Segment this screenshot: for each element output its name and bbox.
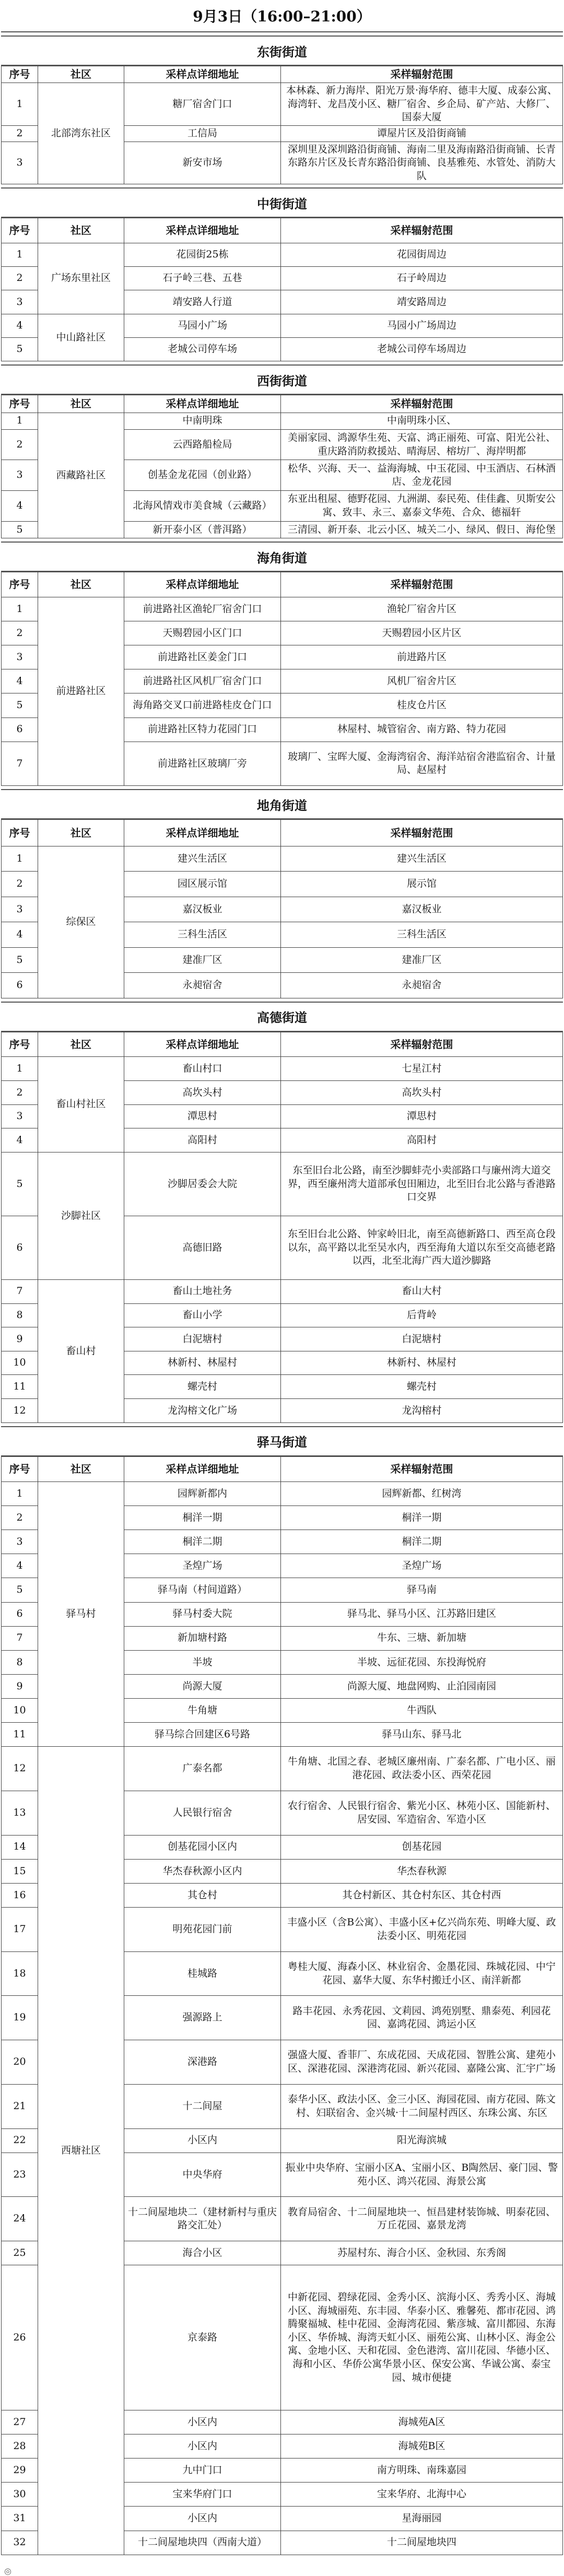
address-cell: 深港路 xyxy=(124,2040,281,2085)
section-title: 驿马街道 xyxy=(1,1426,563,1456)
header-community: 社区 xyxy=(38,572,124,597)
row-number: 11 xyxy=(2,1723,38,1747)
address-cell: 牛角塘 xyxy=(124,1699,281,1723)
header-no: 序号 xyxy=(2,1032,38,1057)
range-cell: 建兴生活区 xyxy=(281,846,563,871)
address-cell: 林新村、林屋村 xyxy=(124,1351,281,1375)
address-cell: 嘉汉板业 xyxy=(124,897,281,922)
community-cell: 北部湾东社区 xyxy=(38,83,124,184)
range-cell: 教育局宿舍、十二间屋地块一、恒昌建材装饰城、明泰花园、万丘花园、嘉景龙湾 xyxy=(281,2197,563,2241)
table-row xyxy=(2,314,563,337)
table-header-row xyxy=(2,395,563,413)
range-cell: 中南明珠小区、 xyxy=(281,413,563,429)
range-cell: 螺壳村 xyxy=(281,1375,563,1399)
range-cell: 驿马北、驿马小区、江苏路旧建区 xyxy=(281,1602,563,1626)
row-number: 20 xyxy=(2,2040,38,2085)
sampling-table xyxy=(1,1456,563,2555)
row-number: 4 xyxy=(2,1554,38,1578)
header-community: 社区 xyxy=(38,1456,124,1481)
address-cell: 潭思村 xyxy=(124,1104,281,1128)
address-cell: 工信局 xyxy=(124,125,281,142)
address-cell: 前进路社区风机厂宿舍门口 xyxy=(124,669,281,693)
row-number: 25 xyxy=(2,2241,38,2265)
header-no: 序号 xyxy=(2,572,38,597)
address-cell: 高阳村 xyxy=(124,1128,281,1152)
row-number: 2 xyxy=(2,429,38,460)
address-cell: 老城公司停车场 xyxy=(124,337,281,361)
range-cell: 谭屋片区及沿街商铺 xyxy=(281,125,563,142)
community-cell: 畜山村 xyxy=(38,1279,124,1422)
address-cell: 畜山小学 xyxy=(124,1303,281,1327)
footer xyxy=(1,2555,563,2576)
range-cell: 渔轮厂宿舍片区 xyxy=(281,597,563,621)
row-number: 4 xyxy=(2,491,38,522)
header-address: 采样点详细地址 xyxy=(124,1032,281,1057)
row-number: 6 xyxy=(2,1602,38,1626)
section xyxy=(1,184,563,361)
row-number: 10 xyxy=(2,1699,38,1723)
address-cell: 海合小区 xyxy=(124,2241,281,2265)
row-number: 5 xyxy=(2,947,38,972)
row-number: 29 xyxy=(2,2459,38,2483)
section xyxy=(1,32,563,184)
community-cell: 驿马村 xyxy=(38,1482,124,1747)
table-header-row xyxy=(2,218,563,243)
range-cell: 驿马山东、驿马北 xyxy=(281,1723,563,1747)
sections-container xyxy=(1,32,563,2555)
row-number: 3 xyxy=(2,1530,38,1554)
address-cell: 小区内 xyxy=(124,2128,281,2152)
address-cell: 畜山土地社务 xyxy=(124,1279,281,1303)
range-cell: 粤桂大厦、海森小区、林业宿舍、金墨花园、珠城花园、中宁花园、嘉华大厦、东华村搬迁小区、南洋新都 xyxy=(281,1951,563,1996)
range-cell: 丰盛小区（含B公寓）、丰盛小区+亿兴尚东苑、明峰大厦、政法委小区、明苑花园 xyxy=(281,1908,563,1952)
row-number: 3 xyxy=(2,1104,38,1128)
header-no: 序号 xyxy=(2,820,38,846)
row-number: 4 xyxy=(2,669,38,693)
header-no: 序号 xyxy=(2,218,38,243)
address-cell: 驿马村委大院 xyxy=(124,1602,281,1626)
sampling-table xyxy=(1,1032,563,1423)
range-cell: 建准厂区 xyxy=(281,947,563,972)
address-cell: 小区内 xyxy=(124,2507,281,2531)
address-cell: 糖厂宿舍门口 xyxy=(124,83,281,126)
range-cell: 驿马南 xyxy=(281,1578,563,1602)
address-cell: 桐洋一期 xyxy=(124,1506,281,1530)
row-number: 13 xyxy=(2,1791,38,1835)
row-number: 6 xyxy=(2,717,38,742)
address-cell: 北海风情戏市美食城（云藏路） xyxy=(124,491,281,522)
range-cell: 龙沟榕村 xyxy=(281,1399,563,1423)
range-cell: 嘉汉板业 xyxy=(281,897,563,922)
range-cell: 七星江村 xyxy=(281,1057,563,1081)
row-number: 28 xyxy=(2,2434,38,2459)
page-title: 9月3日（16:00–21:00） xyxy=(1,0,563,32)
range-cell: 牛东、三塘、新加塘 xyxy=(281,1626,563,1650)
table-row xyxy=(2,83,563,126)
header-no: 序号 xyxy=(2,395,38,413)
row-number: 6 xyxy=(2,1216,38,1279)
range-cell: 美丽家园、鸿源华生苑、天富、鸿正丽苑、可富、阳光公社、重庆路消防救援站、晴海居、榕坊厂、海岸明都 xyxy=(281,429,563,460)
range-cell: 圣煌广场 xyxy=(281,1554,563,1578)
range-cell: 南方明珠、南珠嘉园 xyxy=(281,2459,563,2483)
address-cell: 广泰名都 xyxy=(124,1747,281,1791)
range-cell: 风机厂宿舍片区 xyxy=(281,669,563,693)
address-cell: 创基金龙花园（创业路） xyxy=(124,460,281,491)
range-cell: 东亚出租屋、德野花园、九洲湖、泰民苑、佳佳鑫、贝斯安公寓、致丰、永三、嘉泰文华苑、合众、德福轩 xyxy=(281,491,563,522)
row-number: 6 xyxy=(2,973,38,998)
range-cell: 半坡、远征花园、东投海悦府 xyxy=(281,1650,563,1674)
address-cell: 驿马综合回建区6号路 xyxy=(124,1723,281,1747)
header-community: 社区 xyxy=(38,1032,124,1057)
range-cell: 苏屋村东、海合小区、金秋园、东秀阁 xyxy=(281,2241,563,2265)
address-cell: 强源路上 xyxy=(124,1996,281,2040)
header-address: 采样点详细地址 xyxy=(124,218,281,243)
row-number: 4 xyxy=(2,922,38,947)
range-cell: 振业中央华府、宝丽小区A、宝丽小区、B陶然居、豪门园、警苑小区、鸿兴花园、海景公寓 xyxy=(281,2152,563,2197)
header-range: 采样辐射范围 xyxy=(281,66,563,83)
row-number: 14 xyxy=(2,1835,38,1859)
address-cell: 云西路船检局 xyxy=(124,429,281,460)
range-cell: 高坎头村 xyxy=(281,1081,563,1105)
row-number: 4 xyxy=(2,1128,38,1152)
range-cell: 宝来华府、北海中心 xyxy=(281,2483,563,2507)
header-community: 社区 xyxy=(38,395,124,413)
row-number: 1 xyxy=(2,846,38,871)
table-row xyxy=(2,413,563,429)
address-cell: 马园小广场 xyxy=(124,314,281,337)
address-cell: 畜山村口 xyxy=(124,1057,281,1081)
address-cell: 宝来华府门口 xyxy=(124,2483,281,2507)
row-number: 5 xyxy=(2,521,38,538)
sampling-table xyxy=(1,572,563,786)
row-number: 5 xyxy=(2,337,38,361)
header-range: 采样辐射范围 xyxy=(281,1032,563,1057)
header-range: 采样辐射范围 xyxy=(281,572,563,597)
section xyxy=(1,538,563,786)
row-number: 26 xyxy=(2,2265,38,2410)
range-cell: 牛西队 xyxy=(281,1699,563,1723)
address-cell: 龙沟榕文化广场 xyxy=(124,1399,281,1423)
header-community: 社区 xyxy=(38,820,124,846)
address-cell: 螺壳村 xyxy=(124,1375,281,1399)
range-cell: 桐洋二期 xyxy=(281,1530,563,1554)
row-number: 31 xyxy=(2,2507,38,2531)
header-range: 采样辐射范围 xyxy=(281,395,563,413)
row-number: 3 xyxy=(2,645,38,669)
address-cell: 尚源大厦 xyxy=(124,1674,281,1698)
section-title: 地角街道 xyxy=(1,789,563,819)
row-number: 15 xyxy=(2,1859,38,1883)
row-number: 16 xyxy=(2,1883,38,1907)
address-cell: 圣煌广场 xyxy=(124,1554,281,1578)
sampling-table xyxy=(1,218,563,361)
community-cell: 畜山村社区 xyxy=(38,1057,124,1152)
range-cell: 农行宿舍、人民银行宿舍、紫光小区、林苑小区、国能新村、居安园、军造宿舍、军造小区 xyxy=(281,1791,563,1835)
community-cell: 综保区 xyxy=(38,846,124,998)
address-cell: 驿马南（村间道路） xyxy=(124,1578,281,1602)
address-cell: 园区展示馆 xyxy=(124,872,281,897)
range-cell: 创基花园 xyxy=(281,1835,563,1859)
address-cell: 沙脚居委会大院 xyxy=(124,1152,281,1216)
address-cell: 高坎头村 xyxy=(124,1081,281,1105)
address-cell: 白泥塘村 xyxy=(124,1327,281,1351)
range-cell: 阳光海滨城 xyxy=(281,2128,563,2152)
address-cell: 桐洋二期 xyxy=(124,1530,281,1554)
table-header-row xyxy=(2,1032,563,1057)
range-cell: 畜山大村 xyxy=(281,1279,563,1303)
address-cell: 高德旧路 xyxy=(124,1216,281,1279)
range-cell: 本林森、新力海岸、阳光万景·海华府、德丰大厦、成泰公寓、海湾轩、龙昌茂小区、糖厂宿舍、乡企局、矿产站、大修厂、国泰大厦 xyxy=(281,83,563,126)
range-cell: 桐洋一期 xyxy=(281,1506,563,1530)
address-cell: 创基花园小区内 xyxy=(124,1835,281,1859)
address-cell: 三科生活区 xyxy=(124,922,281,947)
row-number: 1 xyxy=(2,1057,38,1081)
row-number: 23 xyxy=(2,2152,38,2197)
address-cell: 前进路社区特力花园门口 xyxy=(124,717,281,742)
address-cell: 十二间屋 xyxy=(124,2084,281,2128)
table-row xyxy=(2,1482,563,1506)
address-cell: 新安市场 xyxy=(124,142,281,184)
header-address: 采样点详细地址 xyxy=(124,395,281,413)
row-number: 7 xyxy=(2,1626,38,1650)
range-cell: 靖安路周边 xyxy=(281,290,563,314)
range-cell: 星海丽园 xyxy=(281,2507,563,2531)
address-cell: 京泰路 xyxy=(124,2265,281,2410)
row-number: 12 xyxy=(2,1747,38,1791)
sampling-table xyxy=(1,395,563,538)
community-cell: 中山路社区 xyxy=(38,314,124,361)
range-cell: 林新村、林屋村 xyxy=(281,1351,563,1375)
range-cell: 其仓村新区、其仓村东区、其仓村西 xyxy=(281,1883,563,1907)
range-cell: 泰华小区、政法小区、金三小区、海园花园、南方花园、陈文村、妇联宿舍、金兴城·十二间屋村西区、东珠公寓、东区 xyxy=(281,2084,563,2128)
table-row xyxy=(2,597,563,621)
section-title: 高德街道 xyxy=(1,1002,563,1032)
address-cell: 建准厂区 xyxy=(124,947,281,972)
row-number: 2 xyxy=(2,621,38,645)
section xyxy=(1,998,563,1423)
row-number: 1 xyxy=(2,597,38,621)
table-header-row xyxy=(2,820,563,846)
address-cell: 中南明珠 xyxy=(124,413,281,429)
address-cell: 小区内 xyxy=(124,2434,281,2459)
range-cell: 牛角塘、北国之春、老城区廉州南、广泰名都、广电小区、丽港花园、政法委小区、西荣花园 xyxy=(281,1747,563,1791)
table-header-row xyxy=(2,572,563,597)
row-number: 24 xyxy=(2,2197,38,2241)
range-cell: 花园街周边 xyxy=(281,243,563,266)
row-number: 3 xyxy=(2,142,38,184)
address-cell: 靖安路人行道 xyxy=(124,290,281,314)
row-number: 1 xyxy=(2,413,38,429)
row-number: 5 xyxy=(2,693,38,717)
header-address: 采样点详细地址 xyxy=(124,572,281,597)
row-number: 4 xyxy=(2,314,38,337)
watermark-icon: ◎ xyxy=(4,2566,11,2576)
row-number: 8 xyxy=(2,1650,38,1674)
community-cell: 西藏路社区 xyxy=(38,413,124,538)
section xyxy=(1,1423,563,2555)
table-row xyxy=(2,846,563,871)
section-title: 中街街道 xyxy=(1,187,563,218)
row-number: 2 xyxy=(2,872,38,897)
range-cell: 林屋村、城管宿舍、南方路、特力花园 xyxy=(281,717,563,742)
range-cell: 三科生活区 xyxy=(281,922,563,947)
address-cell: 园辉新都内 xyxy=(124,1482,281,1506)
section-title: 海角街道 xyxy=(1,542,563,572)
table-header-row xyxy=(2,66,563,83)
address-cell: 明苑花园门前 xyxy=(124,1908,281,1952)
range-cell: 天赐碧园小区片区 xyxy=(281,621,563,645)
address-cell: 前进路社区姜金门口 xyxy=(124,645,281,669)
table-row xyxy=(2,1747,563,1791)
row-number: 10 xyxy=(2,1351,38,1375)
row-number: 30 xyxy=(2,2483,38,2507)
header-community: 社区 xyxy=(38,66,124,83)
address-cell: 海角路交叉口前进路桂皮仓门口 xyxy=(124,693,281,717)
address-cell: 花园街25栋 xyxy=(124,243,281,266)
address-cell: 前进路社区玻璃厂旁 xyxy=(124,742,281,786)
table-row xyxy=(2,243,563,266)
row-number: 3 xyxy=(2,460,38,491)
header-community: 社区 xyxy=(38,218,124,243)
community-cell: 西塘社区 xyxy=(38,1747,124,2555)
row-number: 22 xyxy=(2,2128,38,2152)
range-cell: 深圳里及深圳路沿街商铺、海南二里及海南路沿街商铺、长青东路东片区及长青东路沿街商铺、良基雅苑、水管处、消防大队 xyxy=(281,142,563,184)
range-cell: 桂皮仓片区 xyxy=(281,693,563,717)
range-cell: 玻璃厂、宝晖大厦、金海湾宿舍、海洋站宿舍港监宿舍、计量局、赵屋村 xyxy=(281,742,563,786)
row-number: 3 xyxy=(2,290,38,314)
address-cell: 小区内 xyxy=(124,2410,281,2434)
row-number: 2 xyxy=(2,1081,38,1105)
row-number: 18 xyxy=(2,1951,38,1996)
row-number: 1 xyxy=(2,243,38,266)
range-cell: 潭思村 xyxy=(281,1104,563,1128)
address-cell: 永昶宿舍 xyxy=(124,973,281,998)
row-number: 27 xyxy=(2,2410,38,2434)
range-cell: 前进路片区 xyxy=(281,645,563,669)
header-address: 采样点详细地址 xyxy=(124,820,281,846)
row-number: 3 xyxy=(2,897,38,922)
row-number: 8 xyxy=(2,1303,38,1327)
community-cell: 广场东里社区 xyxy=(38,243,124,314)
range-cell: 东至旧台北公路、钟家岭旧北，南至高德新路口、西至高仓段以东，高平路以北至吴水内，西至海角大道以东至交高德老路以西，北至北海广西大道沙脚路 xyxy=(281,1216,563,1279)
header-range: 采样辐射范围 xyxy=(281,820,563,846)
range-cell: 后背岭 xyxy=(281,1303,563,1327)
row-number: 2 xyxy=(2,125,38,142)
section xyxy=(1,361,563,538)
row-number: 2 xyxy=(2,1506,38,1530)
address-cell: 建兴生活区 xyxy=(124,846,281,871)
range-cell: 松华、兴海、天一、益海海城、中玉花园、中玉酒店、石林酒店、金龙花园 xyxy=(281,460,563,491)
range-cell: 马园小广场周边 xyxy=(281,314,563,337)
range-cell: 园辉新都、红树湾 xyxy=(281,1482,563,1506)
range-cell: 路丰花园、永秀花园、文莉园、鸿苑别墅、鼎泰苑、利园花园、嘉鸿花园、鸿运小区 xyxy=(281,1996,563,2040)
range-cell: 永昶宿舍 xyxy=(281,973,563,998)
row-number: 19 xyxy=(2,1996,38,2040)
range-cell: 华杰春秋源 xyxy=(281,1859,563,1883)
range-cell: 海城苑B区 xyxy=(281,2434,563,2459)
address-cell: 十二间屋地块二（建材新村与重庆路交汇处） xyxy=(124,2197,281,2241)
range-cell: 老城公司停车场周边 xyxy=(281,337,563,361)
sampling-table xyxy=(1,66,563,184)
address-cell: 半坡 xyxy=(124,1650,281,1674)
row-number: 12 xyxy=(2,1399,38,1423)
range-cell: 三清园、新开泰、北云小区、城关二小、绿风、假日、海伦堡 xyxy=(281,521,563,538)
section-title: 东街街道 xyxy=(1,36,563,66)
row-number: 17 xyxy=(2,1908,38,1952)
range-cell: 石子岭周边 xyxy=(281,267,563,290)
address-cell: 九中门口 xyxy=(124,2459,281,2483)
row-number: 5 xyxy=(2,1578,38,1602)
row-number: 32 xyxy=(2,2531,38,2555)
range-cell: 东至旧台北公路，南至沙脚蚌壳小卖部路口与廉州湾大道交界，西至廉州湾大道部承包田厢边，北至旧台北公路与香港路口交界 xyxy=(281,1152,563,1216)
address-cell: 前进路社区渔轮厂宿舍门口 xyxy=(124,597,281,621)
table-row xyxy=(2,1057,563,1081)
address-cell: 人民银行宿舍 xyxy=(124,1791,281,1835)
row-number: 1 xyxy=(2,1482,38,1506)
range-cell: 强盛大厦、香菲厂、东成花园、天成花园、智胜公寓、建苑小区、深港花园、深港湾花园、新兴花园、嘉隆公寓、汇宇广场 xyxy=(281,2040,563,2085)
sampling-table xyxy=(1,819,563,998)
header-no: 序号 xyxy=(2,66,38,83)
header-range: 采样辐射范围 xyxy=(281,218,563,243)
address-cell: 其仓村 xyxy=(124,1883,281,1907)
range-cell: 海城苑A区 xyxy=(281,2410,563,2434)
address-cell: 桂城路 xyxy=(124,1951,281,1996)
range-cell: 白泥塘村 xyxy=(281,1327,563,1351)
range-cell: 尚源大厦、地盘网购、止泊园南园 xyxy=(281,1674,563,1698)
table-row xyxy=(2,1279,563,1303)
address-cell: 华杰春秋源小区内 xyxy=(124,1859,281,1883)
row-number: 1 xyxy=(2,83,38,126)
address-cell: 新加塘村路 xyxy=(124,1626,281,1650)
header-range: 采样辐射范围 xyxy=(281,1456,563,1481)
row-number: 21 xyxy=(2,2084,38,2128)
address-cell: 新开泰小区（普洱路） xyxy=(124,521,281,538)
table-row xyxy=(2,1152,563,1216)
table-header-row xyxy=(2,1456,563,1481)
row-number: 2 xyxy=(2,267,38,290)
header-address: 采样点详细地址 xyxy=(124,66,281,83)
header-no: 序号 xyxy=(2,1456,38,1481)
address-cell: 十二间屋地块四（西南大道） xyxy=(124,2531,281,2555)
section xyxy=(1,786,563,998)
row-number: 7 xyxy=(2,742,38,786)
address-cell: 石子岭三巷、五巷 xyxy=(124,267,281,290)
range-cell: 展示馆 xyxy=(281,872,563,897)
row-number: 9 xyxy=(2,1327,38,1351)
row-number: 7 xyxy=(2,1279,38,1303)
range-cell: 十二间屋地块四 xyxy=(281,2531,563,2555)
address-cell: 天赐碧园小区门口 xyxy=(124,621,281,645)
row-number: 11 xyxy=(2,1375,38,1399)
range-cell: 中新花园、碧绿花园、金秀小区、滨海小区、秀秀小区、海城小区、海城丽苑、东丰园、华泰小区、雅馨苑、都市花园、鸿腾聚福城、桂中花园、金海湾花园、紫彦城、富川都园、东海小区、华侨城、海湾天虹小区、丽苑公寓、山林小区、海金公寓、金地小区、天和花园、金色港湾、富川花园、华德小区、海和小区、华侨公寓华景小区、保安公寓、华诚公寓、泰宝园、城市便捷 xyxy=(281,2265,563,2410)
community-cell: 沙脚社区 xyxy=(38,1152,124,1279)
address-cell: 中央华府 xyxy=(124,2152,281,2197)
header-address: 采样点详细地址 xyxy=(124,1456,281,1481)
row-number: 9 xyxy=(2,1674,38,1698)
row-number: 5 xyxy=(2,1152,38,1216)
range-cell: 高阳村 xyxy=(281,1128,563,1152)
community-cell: 前进路社区 xyxy=(38,597,124,786)
section-title: 西街街道 xyxy=(1,364,563,395)
